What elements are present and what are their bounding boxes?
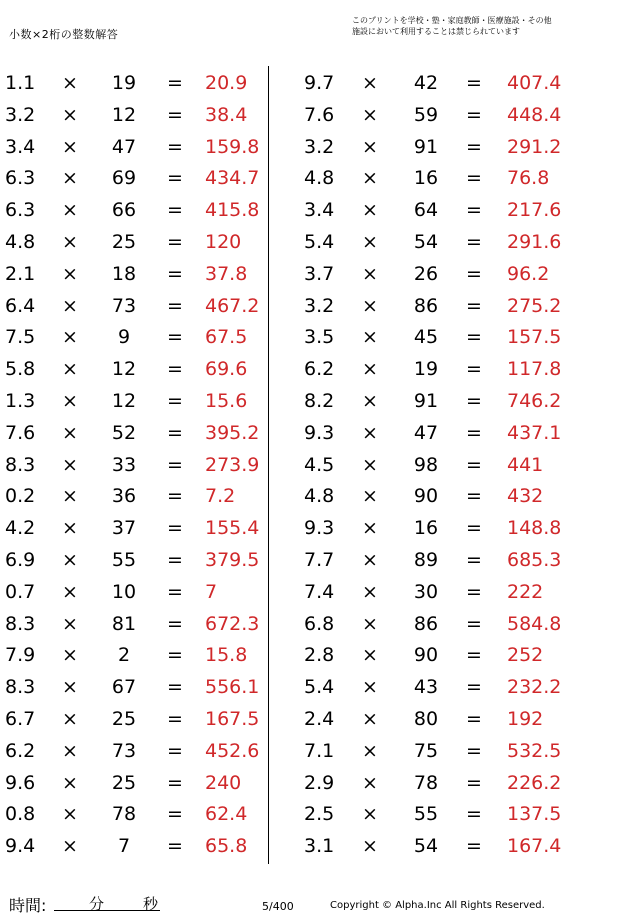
equals-sign: = [167,803,183,826]
equals-sign: = [466,517,482,540]
times-sign: × [62,167,78,190]
multiplier: 47 [111,135,137,158]
answer: 407.4 [507,72,562,94]
equals-sign: = [466,707,482,730]
times-sign: × [62,771,78,794]
equals-sign: = [167,103,183,126]
equals-sign: = [167,771,183,794]
equals-sign: = [167,262,183,285]
multiplier: 78 [413,771,439,794]
answer: 685.3 [507,548,562,571]
times-sign: × [62,421,78,444]
answer: 217.6 [507,199,562,222]
answer: 20.9 [205,72,248,94]
equals-sign: = [466,739,482,762]
equals-sign: = [466,167,482,190]
multiplier: 75 [413,739,439,762]
multiplicand: 7.6 [5,421,36,444]
multiplier: 33 [111,453,137,476]
times-sign: × [362,676,378,699]
multiplicand: 6.2 [5,739,36,762]
times-sign: × [62,835,78,858]
multiplicand: 8.3 [5,676,36,699]
times-sign: × [362,803,378,826]
answer: 96.2 [507,262,550,285]
multiplier: 80 [413,707,439,730]
answer: 584.8 [507,612,562,635]
multiplier: 36 [111,485,137,508]
multiplicand: 2.8 [304,644,335,667]
footer [0,893,617,919]
equals-sign: = [167,72,183,94]
equals-sign: = [167,421,183,444]
multiplier: 43 [413,676,439,699]
times-sign: × [362,453,378,476]
equals-sign: = [167,453,183,476]
times-sign: × [362,326,378,349]
answer: 167.5 [205,707,260,730]
answer: 532.5 [507,739,562,762]
equals-sign: = [167,739,183,762]
equals-sign: = [466,421,482,444]
multiplier: 16 [413,167,439,190]
times-sign: × [362,548,378,571]
multiplier: 12 [111,389,137,412]
multiplicand: 5.4 [304,676,335,699]
equals-sign: = [167,517,183,540]
worksheet-title: 小数×2桁の整数解答 [9,28,119,41]
equals-sign: = [167,199,183,222]
multiplicand: 6.3 [5,167,36,190]
multiplicand: 9.4 [5,835,36,858]
multiplicand: 3.2 [304,135,335,158]
multiplicand: 7.4 [304,580,335,603]
multiplicand: 2.5 [304,803,335,826]
multiplicand: 9.6 [5,771,36,794]
multiplicand: 3.5 [304,326,335,349]
multiplier: 54 [413,835,439,858]
multiplier: 90 [413,485,439,508]
time-label: 時間: [9,896,47,915]
answer: 7 [205,580,218,603]
answer: 441 [507,453,544,476]
multiplicand: 2.4 [304,707,335,730]
answer: 192 [507,707,544,730]
multiplier: 2 [117,644,131,667]
equals-sign: = [466,135,482,158]
equals-sign: = [167,167,183,190]
multiplier: 25 [111,771,137,794]
times-sign: × [62,72,78,94]
multiplier: 37 [111,517,137,540]
multiplier: 12 [111,358,137,381]
answer: 65.8 [205,835,248,858]
multiplicand: 2.1 [5,262,36,285]
equals-sign: = [167,485,183,508]
times-sign: × [62,199,78,222]
equals-sign: = [466,326,482,349]
multiplicand: 4.8 [5,230,36,253]
equals-sign: = [466,548,482,571]
times-sign: × [62,676,78,699]
times-sign: × [362,199,378,222]
seconds-label: 秒 [143,895,159,913]
answer: 275.2 [507,294,562,317]
answer: 37.8 [205,262,248,285]
times-sign: × [362,644,378,667]
equals-sign: = [167,389,183,412]
multiplicand: 5.4 [304,230,335,253]
answer: 226.2 [507,771,562,794]
equals-sign: = [167,358,183,381]
times-sign: × [62,103,78,126]
multiplier: 81 [111,612,137,635]
multiplicand: 6.4 [5,294,36,317]
times-sign: × [362,485,378,508]
equals-sign: = [466,262,482,285]
multiplicand: 2.9 [304,771,335,794]
multiplier: 66 [111,199,137,222]
multiplicand: 3.7 [304,262,335,285]
times-sign: × [362,389,378,412]
multiplicand: 3.4 [304,199,335,222]
equals-sign: = [167,230,183,253]
times-sign: × [62,358,78,381]
multiplicand: 3.2 [5,103,36,126]
answer: 15.8 [205,644,248,667]
multiplier: 64 [413,199,439,222]
multiplicand: 3.1 [304,835,335,858]
answer: 379.5 [205,548,260,571]
multiplier: 18 [111,262,137,285]
equals-sign: = [466,835,482,858]
usage-notice-line-1: このプリントを学校・塾・家庭教師・医療施設・その他 [352,16,552,25]
times-sign: × [62,548,78,571]
multiplicand: 6.9 [5,548,36,571]
copyright: Copyright © Alpha.Inc All Rights Reserved. [330,900,545,911]
equals-sign: = [466,676,482,699]
page-number: 5/400 [262,900,294,913]
answer: 117.8 [507,358,562,381]
answer: 159.8 [205,135,260,158]
multiplicand: 9.7 [304,72,335,94]
times-sign: × [362,103,378,126]
answer: 148.8 [507,517,562,540]
equals-sign: = [167,135,183,158]
answer: 432 [507,485,544,508]
multiplicand: 7.5 [5,326,36,349]
answer: 15.6 [205,389,248,412]
multiplier: 73 [111,739,137,762]
times-sign: × [62,707,78,730]
answer: 746.2 [507,389,562,412]
multiplier: 19 [111,72,137,94]
answer: 437.1 [507,421,562,444]
times-sign: × [362,771,378,794]
multiplicand: 3.2 [304,294,335,317]
answer: 76.8 [507,167,550,190]
times-sign: × [362,517,378,540]
equals-sign: = [466,644,482,667]
multiplier: 25 [111,707,137,730]
answer: 252 [507,644,544,667]
answer: 672.3 [205,612,260,635]
times-sign: × [62,230,78,253]
multiplicand: 7.7 [304,548,335,571]
equals-sign: = [466,103,482,126]
minutes-label: 分 [89,895,105,913]
multiplicand: 1.1 [5,72,36,94]
multiplier: 12 [111,103,137,126]
multiplier: 98 [413,453,439,476]
answer: 415.8 [205,199,260,222]
multiplicand: 4.2 [5,517,36,540]
equals-sign: = [167,548,183,571]
multiplier: 7 [117,835,131,858]
answer: 556.1 [205,676,260,699]
multiplier: 78 [111,803,137,826]
equals-sign: = [167,644,183,667]
equals-sign: = [167,294,183,317]
multiplier: 90 [413,644,439,667]
equals-sign: = [167,676,183,699]
multiplicand: 6.2 [304,358,335,381]
multiplicand: 3.4 [5,135,36,158]
equals-sign: = [466,771,482,794]
times-sign: × [62,389,78,412]
equals-sign: = [466,230,482,253]
times-sign: × [62,612,78,635]
times-sign: × [362,135,378,158]
multiplier: 69 [111,167,137,190]
multiplier: 26 [413,262,439,285]
answer: 38.4 [205,103,248,126]
times-sign: × [62,517,78,540]
answer: 273.9 [205,453,260,476]
equals-sign: = [466,358,482,381]
answer: 434.7 [205,167,260,190]
times-sign: × [62,485,78,508]
equals-sign: = [466,199,482,222]
multiplier: 54 [413,230,439,253]
equals-sign: = [167,612,183,635]
equals-sign: = [167,707,183,730]
times-sign: × [62,453,78,476]
answer: 395.2 [205,421,260,444]
multiplier: 19 [413,358,439,381]
times-sign: × [62,326,78,349]
multiplier: 91 [413,135,439,158]
equals-sign: = [466,294,482,317]
times-sign: × [362,612,378,635]
times-sign: × [362,580,378,603]
times-sign: × [62,644,78,667]
times-sign: × [62,262,78,285]
multiplicand: 0.8 [5,803,36,826]
multiplier: 30 [413,580,439,603]
answer: 291.2 [507,135,562,158]
multiplier: 89 [413,548,439,571]
answer: 7.2 [205,485,236,508]
equals-sign: = [466,803,482,826]
times-sign: × [62,294,78,317]
multiplier: 55 [413,803,439,826]
times-sign: × [62,135,78,158]
multiplier: 10 [111,580,137,603]
multiplicand: 5.8 [5,358,36,381]
multiplier: 16 [413,517,439,540]
multiplicand: 0.2 [5,485,36,508]
times-sign: × [362,739,378,762]
multiplicand: 8.3 [5,453,36,476]
column-divider [268,66,269,864]
multiplicand: 8.3 [5,612,36,635]
answer: 467.2 [205,294,260,317]
times-sign: × [362,72,378,94]
multiplier: 55 [111,548,137,571]
multiplicand: 7.9 [5,644,36,667]
answer: 155.4 [205,517,260,540]
times-sign: × [362,167,378,190]
multiplier: 86 [413,612,439,635]
equals-sign: = [466,453,482,476]
multiplicand: 6.7 [5,707,36,730]
multiplier: 91 [413,389,439,412]
equals-sign: = [466,72,482,94]
times-sign: × [362,358,378,381]
times-sign: × [362,230,378,253]
multiplicand: 8.2 [304,389,335,412]
answer: 62.4 [205,803,248,826]
multiplicand: 4.8 [304,167,335,190]
multiplier: 25 [111,230,137,253]
answer: 69.6 [205,358,248,381]
times-sign: × [62,580,78,603]
multiplicand: 4.5 [304,453,335,476]
equals-sign: = [167,835,183,858]
usage-notice [352,15,612,37]
equals-sign: = [167,326,183,349]
answer: 67.5 [205,326,248,349]
multiplier: 52 [111,421,137,444]
multiplicand: 9.3 [304,421,335,444]
times-sign: × [62,739,78,762]
times-sign: × [362,707,378,730]
answer: 448.4 [507,103,562,126]
equals-sign: = [466,389,482,412]
multiplicand: 6.3 [5,199,36,222]
multiplier: 9 [117,326,131,349]
multiplicand: 4.8 [304,485,335,508]
multiplicand: 7.1 [304,739,335,762]
multiplier: 59 [413,103,439,126]
multiplicand: 7.6 [304,103,335,126]
times-sign: × [362,421,378,444]
usage-notice-line-2: 施設において利用することは禁じられています [352,27,520,36]
multiplicand: 0.7 [5,580,36,603]
answer: 167.4 [507,835,562,858]
answer: 240 [205,771,242,794]
answer: 232.2 [507,676,562,699]
answer: 137.5 [507,803,562,826]
multiplier: 47 [413,421,439,444]
multiplier: 42 [413,72,439,94]
answer: 452.6 [205,739,260,762]
multiplicand: 6.8 [304,612,335,635]
multiplier: 73 [111,294,137,317]
multiplicand: 1.3 [5,389,36,412]
times-sign: × [362,262,378,285]
multiplier: 86 [413,294,439,317]
answer: 157.5 [507,326,562,349]
times-sign: × [362,294,378,317]
multiplier: 45 [413,326,439,349]
answer: 291.6 [507,230,562,253]
times-sign: × [62,803,78,826]
equals-sign: = [466,612,482,635]
multiplier: 67 [111,676,137,699]
answer: 222 [507,580,544,603]
equals-sign: = [466,485,482,508]
multiplicand: 9.3 [304,517,335,540]
equals-sign: = [466,580,482,603]
equals-sign: = [167,580,183,603]
answer: 120 [205,230,242,253]
times-sign: × [362,835,378,858]
